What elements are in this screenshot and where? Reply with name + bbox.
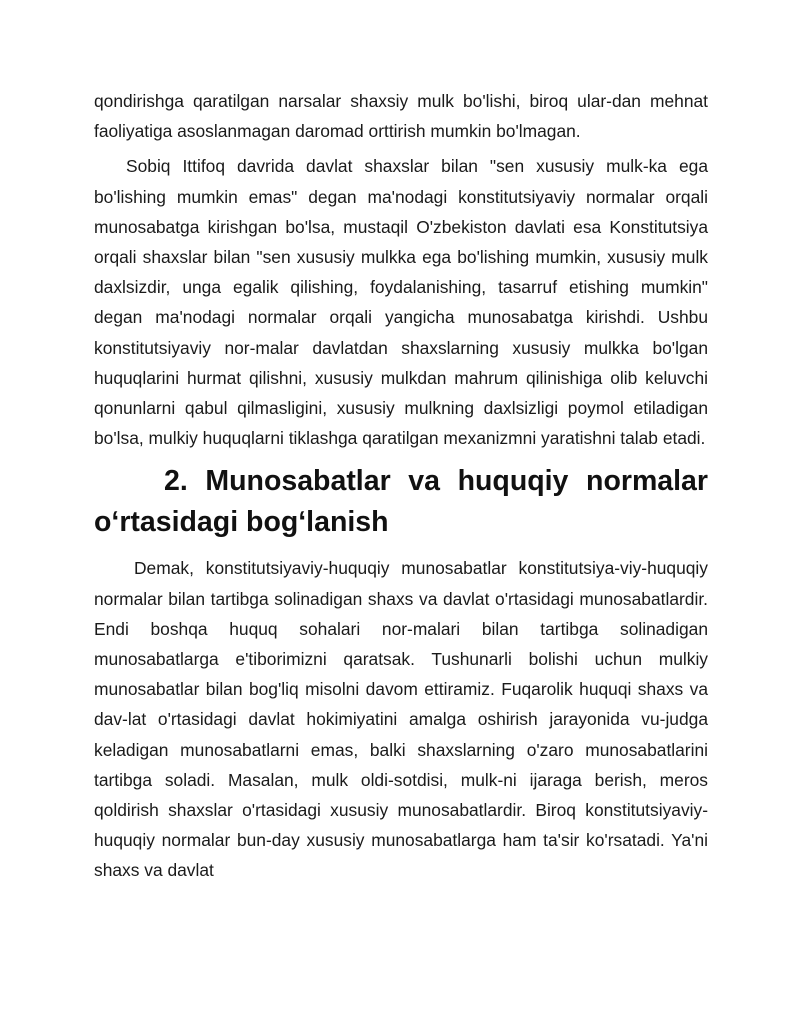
- document-page: [94, 86, 708, 886]
- paragraph-relations: Demak, konstitutsiyaviy-huquqiy munosabatlar konstitutsiya-viy-huquqiy normalar bilan tartibga solinadigan shaxs va davlat o'rtasidagi munosabatlardir. Endi boshqa huquq sohalari nor-malari bilan tartibga solinadigan munosabatlarga e'tiborimizni qaratsak. Tushunarli bolishi uchun mulkiy munosabatlar bilan bog'liq misolni davom ettiramiz. Fuqarolik huquqi shaxs va dav-lat o'rtasidagi davlat hokimiyatini amalga oshirish jarayonida vu-judga keladigan munosabatlarni emas, balki shaxslarning o'zaro munosabatlarini tartibga soladi. Masalan, mulk oldi-sotdisi, mulk-ni ijaraga berish, meros qoldirish shaxslar o'rtasidagi xususiy munosabatlardir. Biroq konstitutsiyaviy-huquqiy normalar bun-day xususiy munosabatlarga ham ta'sir ko'rsatadi. Ya'ni shaxs va davlat: [94, 558, 708, 881]
- paragraph-soviet-era: Sobiq Ittifoq davrida davlat shaxslar bilan "sen xususiy mulk-ka ega bo'lishing mumkin emas" degan ma'nodagi konstitutsiyaviy normalar orqali munosabatga kirishgan bo'lsa, mustaqil O'zbekiston davlati esa Konstitutsiya orqali shaxslar bilan "sen xususiy mulkka ega bo'lishing mumkin, xususiy mulk daxlsizdir, unga egalik qilishing, foydalanishing, tasarruf etishing mumkin" degan ma'nodagi normalar orqali yangicha munosabatga kirishdi. Ushbu konstitutsiyaviy nor-malar davlatdan shaxslarning xususiy mulkka bo'lgan huquqlarini hurmat qilishni, xususiy mulkdan mahrum qilinishiga olib keluvchi qonunlarni qabul qilmasligini, xususiy mulkning daxlsizligi poymol etiladigan bo'lsa, mulkiy huquqlarni tiklashga qaratilgan mexanizmni yaratishni talab etadi.: [94, 156, 708, 449]
- section-heading: 2. Munosabatlar va huquqiy normalar oʻrtasidagi bogʻlanish: [94, 465, 708, 539]
- paragraph-continuation: qondirishga qaratilgan narsalar shaxsiy mulk bo'lishi, biroq ular-dan mehnat faoliyatiga asoslanmagan daromad orttirish mumkin bo'lmagan.: [94, 91, 708, 142]
